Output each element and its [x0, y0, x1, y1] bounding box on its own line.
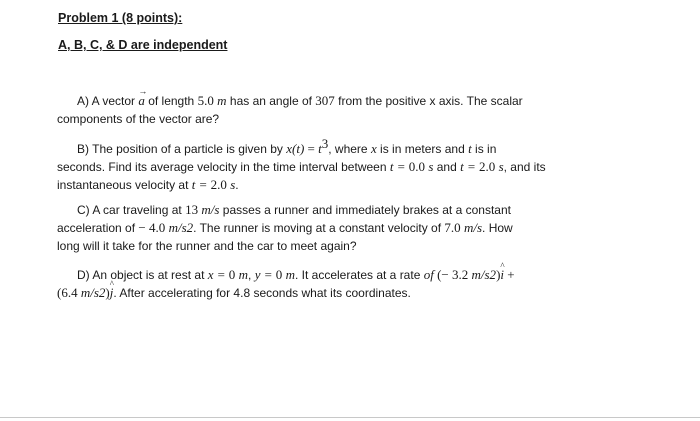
problem-subtitle: A, B, C, & D are independent — [58, 38, 228, 52]
part-b — [57, 135, 587, 194]
part-d-line-2: (6.4 m/s2)^ j. After accelerating for 4.8 seconds what its coordinates. — [57, 284, 587, 302]
part-d — [57, 266, 587, 302]
part-a-line-2: components of the vector are? — [57, 112, 220, 126]
part-b-line-3: instantaneous velocity at t = 2.0 s. — [57, 177, 239, 192]
part-b-label: B) — [77, 142, 89, 156]
part-c-line-3: long will it take for the runner and the car to meet again? — [57, 239, 357, 253]
page-bottom-divider — [0, 417, 700, 418]
part-a — [57, 92, 587, 128]
part-c-label: C) — [77, 203, 90, 217]
unit-vector-i: ^ i — [500, 266, 504, 284]
part-a-line-1: A) A vector → a of length 5.0 m has an angle of 307 from the positive x axis. The scalar — [57, 92, 587, 110]
problem-title: Problem 1 (8 points): — [58, 11, 183, 25]
part-c-line-2: acceleration of − 4.0 m/s2. The runner is moving at a constant velocity of 7.0 m/s. How — [57, 220, 513, 235]
part-d-line-1: D) An object is at rest at x = 0 m, y = 0 m. It accelerates at a rate of (− 3.2 m/s2)^ i + — [57, 266, 587, 284]
unit-vector-j: ^ j — [110, 284, 114, 302]
part-d-label: D) — [77, 268, 90, 282]
part-c — [57, 201, 587, 255]
part-b-line-2: seconds. Find its average velocity in the time interval between t = 0.0 s and t = 2.0 s, and its — [57, 159, 546, 174]
vector-a-symbol: → a — [138, 92, 145, 110]
part-c-line-1: C) A car traveling at 13 m/s passes a runner and immediately brakes at a constant — [77, 202, 511, 217]
part-a-label: A) — [77, 94, 89, 108]
part-b-line-1: B) The position of a particle is given by $x(t) = t^3$, where x is in meters and t is in — [77, 136, 497, 156]
